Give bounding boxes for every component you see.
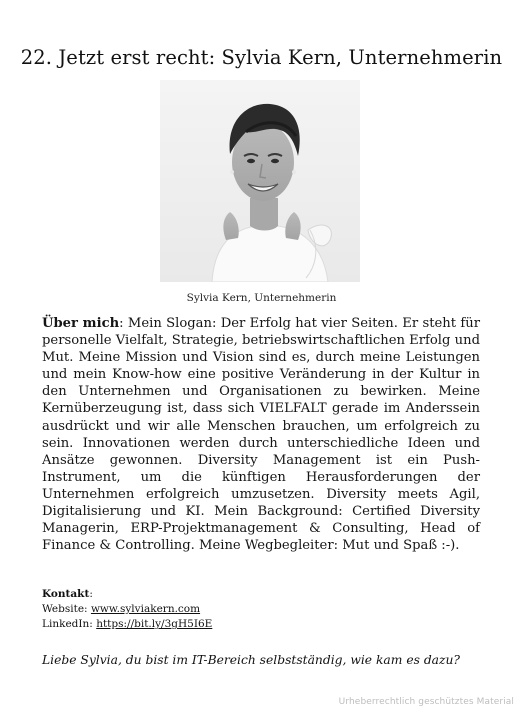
contact-block [42, 587, 480, 633]
website-link[interactable]: www.sylviakern.com [90, 603, 201, 616]
bio-text: : Mein Slogan: Der Erfolg hat vier Seiten. Er steht für personelle Vielfalt, Strategie, betriebswirtschaftlichen Erfolg und Mut. Meine Mission und Vision sind es, durch meine Leistungen und mein Know-how eine positive Veränderung in der Kultur in den Unternehmen und Organisationen zu bewirken. Meine Kernüberzeugung ist, dass sich VIELFALT gerade im Anderssein ausdrückt und wir alle Menschen brauchen, um erfolgreich zu sein. Innovationen werden durch unterschiedliche Ideen und Ansätze gewonnen. Diversity Management ist ein Push-Instrument, um die künftigen Herausforderungen der Unternehmen erfolgreich umzusetzen. Diversity meets Agil, Digitalisierung und KI. Mein Background: Certified Diversity Managerin, ERP-Projektmanagement & Consulting, Head of Finance & Controlling. Meine Wegbegleiter: Mut und Spaß :-). [42, 316, 480, 554]
bio-lead: Über mich [42, 316, 120, 331]
contact-heading-line [42, 587, 480, 602]
photo-caption: Sylvia Kern, Unternehmerin [186, 292, 337, 304]
website-line [42, 602, 480, 617]
page-title: 22. Jetzt erst recht: Sylvia Kern, Unternehmerin [20, 46, 503, 69]
website-label: Website: [42, 603, 91, 616]
bio-paragraph [42, 315, 480, 554]
interview-question: Liebe Sylvia, du bist im IT-Bereich selbstständig, wie kam es dazu? [42, 653, 461, 667]
linkedin-line [42, 617, 480, 632]
contact-heading: Kontakt [42, 588, 90, 600]
linkedin-label: LinkedIn: [42, 618, 97, 631]
copyright-watermark: Urheberrechtlich geschütztes Material [338, 697, 514, 707]
portrait-photo [160, 80, 360, 282]
linkedin-link[interactable]: https://bit.ly/3gH5I6E [96, 618, 213, 631]
contact-heading-suffix: : [89, 588, 93, 600]
